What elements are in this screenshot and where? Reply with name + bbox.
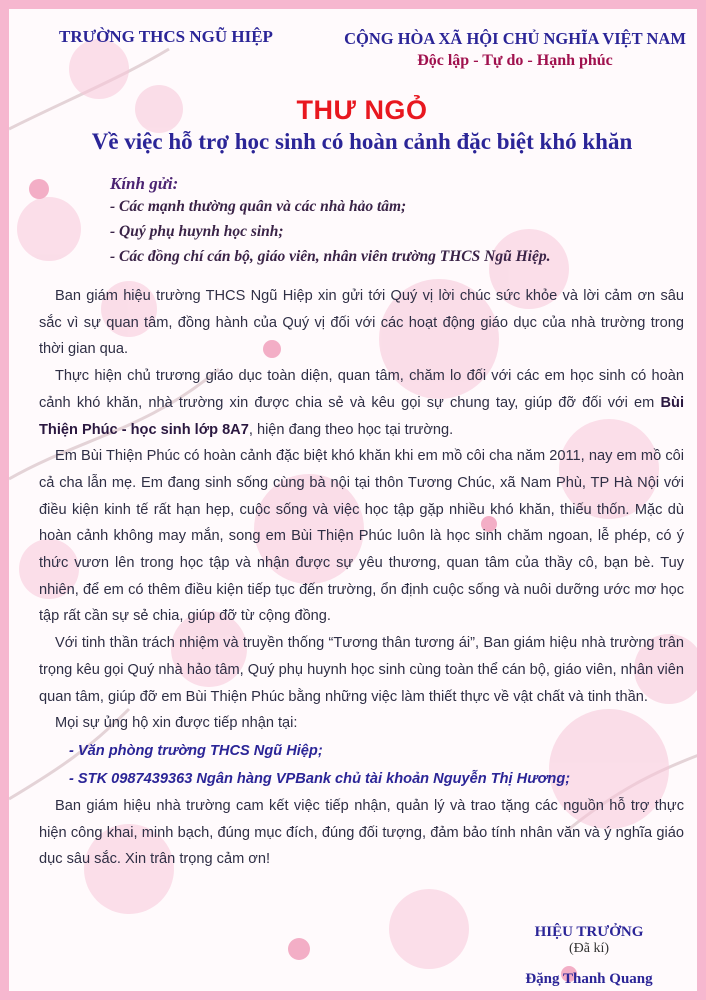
- paragraph-receive: Mọi sự ủng hộ xin được tiếp nhận tại:: [55, 715, 298, 732]
- school-name: TRƯỜNG THCS NGŨ HIỆP: [59, 27, 273, 46]
- paragraph-call: [39, 363, 684, 443]
- letter-subtitle: Về việc hỗ trợ học sinh có hoàn cảnh đặc biệt khó khăn: [91, 129, 633, 154]
- republic-name: CỘNG HÒA XÃ HỘI CHỦ NGHĨA VIỆT NAM: [344, 29, 686, 48]
- support-bank-account: - STK 0987439363 Ngân hàng VPBank chủ tài khoản Nguyễn Thị Hương;: [69, 770, 571, 787]
- paragraph-text: Thực hiện chủ trương giáo dục toàn diện, quan tâm, chăm lo đối với các em học sinh có hoàn cảnh khó khăn, nhà trường xin được chia sẻ và kêu gọi sự chung tay, giúp đỡ đối với em: [39, 368, 684, 411]
- student-name: Bùi Thiện Phúc - học sinh lớp 8A7: [39, 394, 684, 438]
- support-location: - Văn phòng trường THCS Ngũ Hiệp;: [69, 742, 323, 759]
- greeting-label: Kính gửi:: [110, 174, 179, 193]
- paragraph-intro: Ban giám hiệu trường THCS Ngũ Hiệp xin gửi tới Quý vị lời chúc sức khỏe và lời cảm ơn sâu sắc vì sự quan tâm, đồng hành của Quý vị đối với các hoạt động giáo dục của nhà trường trong thời gian qua.: [39, 288, 684, 358]
- letter-body: [39, 283, 684, 873]
- recipient-item: - Các mạnh thường quân và các nhà hảo tâm;: [110, 198, 407, 215]
- salutation: [110, 174, 550, 269]
- national-heading: [337, 28, 693, 72]
- recipient-item: - Quý phụ huynh học sinh;: [110, 223, 284, 240]
- national-motto: Độc lập - Tự do - Hạnh phúc: [417, 52, 613, 69]
- recipient-item: - Các đồng chí cán bộ, giáo viên, nhân viên trường THCS Ngũ Hiệp.: [110, 248, 551, 265]
- paragraph-circumstance: Em Bùi Thiện Phúc có hoàn cảnh đặc biệt khó khăn khi em mồ côi cha năm 2011, nay em mồ côi cả cha lẫn mẹ. Em đang sinh sống cùng bà nội tại thôn Tương Chúc, xã Nam Phù, TP Hà Nội với điều kiện kinh tế rất hạn hẹp, cuộc sống và việc học tập gặp nhiều khó khăn, thiếu thốn. Mặc dù hoàn cảnh không may mắn, song em Bùi Thiện Phúc luôn là học sinh chăm ngoan, lễ phép, có ý thức vươn lên trong học tập và nhận được sự yêu thương, quan tâm của thầy cô, bạn bè. Tuy nhiên, để em có thêm điều kiện tiếp tục đến trường, ổn định cuộc sống và nuôi dưỡng ước mơ học tập rất cần sự sẻ chia, giúp đỡ từ cộng đồng.: [39, 448, 684, 625]
- paragraph-commitment: Ban giám hiệu nhà trường cam kết việc tiếp nhận, quản lý và trao tặng các nguồn hỗ trợ thực hiện công khai, minh bạch, đúng mục đích, đúng đối tượng, đảm bảo tính nhân văn và ý nghĩa giáo dục sâu sắc. Xin trân trọng cảm ơn!: [39, 797, 684, 868]
- paragraph-appeal: Với tinh thần trách nhiệm và truyền thống “Tương thân tương ái”, Ban giám hiệu nhà trường trân trọng kêu gọi Quý nhà hảo tâm, Quý phụ huynh học sinh cùng toàn thể cán bộ, giáo viên, nhân viên quan tâm, giúp đỡ em Bùi Thiện Phúc bằng những việc làm thiết thực về vật chất và tinh thần.: [39, 635, 684, 705]
- paragraph-text: , hiện đang theo học tại trường.: [248, 421, 454, 438]
- signatory-title: HIỆU TRƯỞNG: [534, 924, 644, 940]
- signature-block: [524, 924, 654, 988]
- signatory-name: Đặng Thanh Quang: [525, 971, 653, 987]
- letter-title: THƯ NGỎ: [296, 95, 428, 125]
- signed-note: (Đã kí): [568, 941, 610, 956]
